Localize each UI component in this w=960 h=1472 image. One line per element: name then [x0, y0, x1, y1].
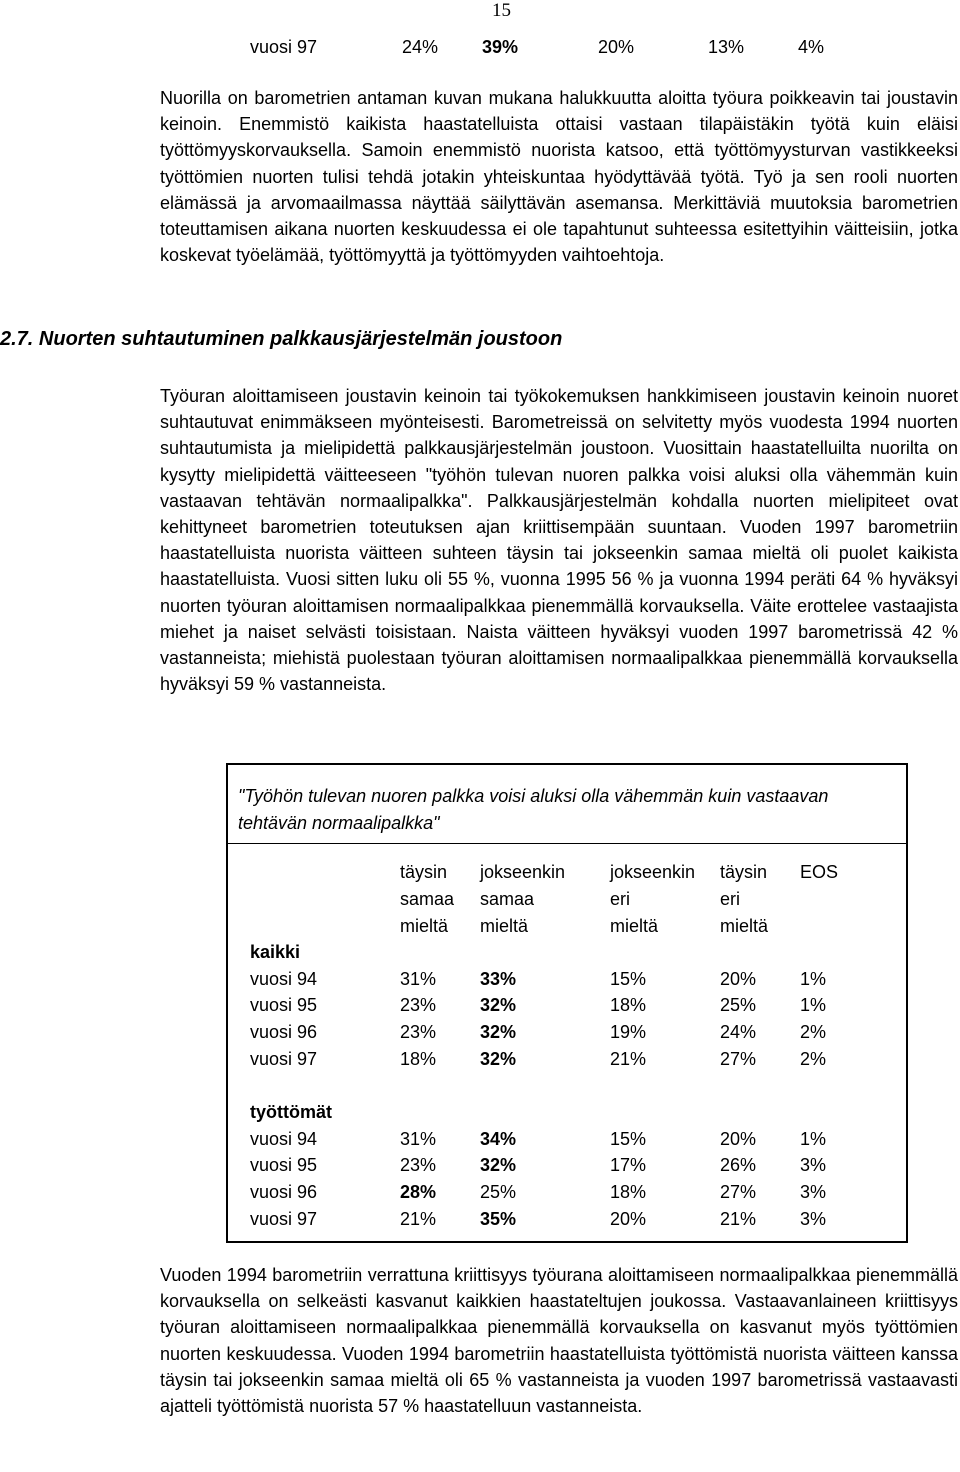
- table-cell: 20%: [720, 968, 757, 989]
- table-cell: 18%: [400, 1048, 437, 1069]
- table-cell: 18%: [610, 1182, 647, 1203]
- table-cell: 27%: [720, 1048, 757, 1069]
- row-label: vuosi 97: [250, 37, 318, 57]
- table-cell: 34%: [480, 1128, 517, 1149]
- row-label: vuosi 95: [250, 995, 318, 1016]
- paragraph-1: Nuorilla on barometrien antaman kuvan mukana halukkuutta aloitta työura poikkeavin tai joustavin keinoin. Enemmistö kaikista haastatelluista ottaisi vastaan tilapäistäkin työtä kuin eläisi työttömyyskorvauksella. Samoin enemmistö nuorista katsoo, että työttömyysturvan vastikkeeksi työttömien nuorten tulisi tehdä jotakin yhteiskuntaa hyödyttävää työtä. Työ ja sen rooli nuorten elämässä ja arvomaailmassa näyttää säilyttävän asemansa. Merkittäviä muutoksia barometrien toteuttamisen aikana nuorten keskuudessa ei ole tapahtunut suhteessa esitettyihin väitteisiin, jotka koskevat työelämää, työttömyyttä ja työttömyyden vaihtoehtoja.: [160, 88, 958, 266]
- row-value: 20%: [598, 37, 635, 57]
- row-label: vuosi 95: [250, 1155, 318, 1176]
- column-header: jokseenkin eri mieltä: [610, 862, 696, 936]
- table-cell: 35%: [480, 1208, 517, 1229]
- table-cell: 2%: [800, 1048, 827, 1069]
- page-number: 15: [492, 0, 511, 21]
- table-cell: 28%: [400, 1182, 437, 1203]
- table-cell: 15%: [610, 968, 647, 989]
- table-cell: 3%: [800, 1182, 827, 1203]
- group-label: kaikki: [250, 942, 301, 962]
- table-cell: 32%: [480, 1022, 517, 1043]
- table-cell: 23%: [400, 995, 437, 1016]
- column-header: jokseenkin samaa mieltä: [480, 862, 566, 936]
- table-cell: 3%: [800, 1208, 827, 1229]
- row-value: 13%: [708, 37, 745, 57]
- table-cell: 31%: [400, 968, 437, 989]
- table-cell: 1%: [800, 1128, 827, 1149]
- table-cell: 32%: [480, 1155, 517, 1176]
- column-header: täysin samaa mieltä: [400, 862, 455, 936]
- table-divider: [228, 843, 906, 844]
- row-label: vuosi 97: [250, 1048, 318, 1069]
- row-label: vuosi 97: [250, 1208, 318, 1229]
- table-cell: 25%: [480, 1182, 517, 1203]
- table-cell: 21%: [720, 1208, 757, 1229]
- table-cell: 3%: [800, 1155, 827, 1176]
- table-cell: 15%: [610, 1128, 647, 1149]
- row-label: vuosi 96: [250, 1022, 318, 1043]
- table-cell: 32%: [480, 1048, 517, 1069]
- row-value: 24%: [402, 37, 439, 57]
- table-cell: 23%: [400, 1022, 437, 1043]
- table-cell: 18%: [610, 995, 647, 1016]
- row-value: 39%: [482, 37, 519, 57]
- table-title: "Työhön tulevan nuoren palkka voisi aluksi olla vähemmän kuin vastaavan tehtävän normaalipalkka": [238, 786, 829, 833]
- table-cell: 20%: [610, 1208, 647, 1229]
- row-label: vuosi 96: [250, 1182, 318, 1203]
- carried-table-row: [250, 37, 850, 63]
- table-cell: 2%: [800, 1022, 827, 1043]
- table-cell: 25%: [720, 995, 757, 1016]
- table-cell: 17%: [610, 1155, 647, 1176]
- table-cell: 20%: [720, 1128, 757, 1149]
- row-value: 4%: [798, 37, 825, 57]
- table-cell: 27%: [720, 1182, 757, 1203]
- table-cell: 1%: [800, 995, 827, 1016]
- table-cell: 26%: [720, 1155, 757, 1176]
- paragraph-3: Vuoden 1994 barometriin verrattuna kriittisyys työurana aloittamiseen normaalipalkkaa pienemmällä korvauksella on selkeästi kasvanut kaikkien haastateltujen joukossa. Vastaavanlaineen kriittisyys työuran aloittamiseen normaalipalkkaa pienemmällä korvauksella on kasvanut myös työttömien nuorten keskuudessa. Vuoden 1994 barometriin haastatelluista työttömistä nuorista väitteen kanssa täysin tai jokseenkin samaa mieltä oli 65 % vastanneista ja vuoden 1997 barometrissä vastaavasti ajatteli työttömistä nuorista 57 % haastatelluun vastanneista.: [160, 1265, 958, 1417]
- row-label: vuosi 94: [250, 1128, 318, 1149]
- table-cell: 24%: [720, 1022, 757, 1043]
- row-label: vuosi 94: [250, 968, 318, 989]
- table-cell: 33%: [480, 968, 517, 989]
- table-cell: 1%: [800, 968, 827, 989]
- group-label: työttömät: [250, 1102, 332, 1122]
- table-cell: 21%: [400, 1208, 437, 1229]
- table-cell: 21%: [610, 1048, 647, 1069]
- section-heading: 2.7. Nuorten suhtautuminen palkkausjärjestelmän joustoon: [0, 328, 563, 350]
- paragraph-2: Työuran aloittamiseen joustavin keinoin tai työkokemuksen hankkimiseen joustavin keinoin nuoret suhtautuvat enimmäkseen myönteisesti. Barometreissä on selvitetty myös vuodesta 1994 nuorten suhtautumista ja mielipidettä palkkausjärjestelmän joustoon. Vuosittain haastatelluilta nuorilta on kysytty mielipidettä väitteeseen "työhön tulevan nuoren palkka voisi aluksi olla vähemmän kuin vastaavan tehtävän normaalipalkka". Palkkausjärjestelmän kohdalla nuorten mielipiteet ovat kehittyneet barometrien toteutuksen ajan kriittisempään suuntaan. Vuoden 1997 barometriin haastatelluista nuorista väitteen suhteen täysin tai jokseenkin samaa mieltä oli puolet kaikista haastatelluista. Vuosi sitten luku oli 55 %, vuonna 1995 56 % ja vuonna 1994 peräti 64 % hyväksyi nuorten työuran aloittamisen normaalipalkkaa pienemmällä korvauksella. Väite erottelee vastaajista miehet ja naiset selvästi toisistaan. Naista väitteen hyväksyi vuoden 1997 barometrissä 42 % vastanneista; miehistä puolestaan työuran aloittamisen normaalipalkkaa pienemmällä korvauksella hyväksyi 59 % vastanneista.: [160, 386, 958, 695]
- column-header: EOS: [800, 862, 839, 882]
- table-cell: 31%: [400, 1128, 437, 1149]
- table-cell: 19%: [610, 1022, 647, 1043]
- table-cell: 23%: [400, 1155, 437, 1176]
- table-cell: 32%: [480, 995, 517, 1016]
- column-header: täysin eri mieltä: [720, 862, 769, 936]
